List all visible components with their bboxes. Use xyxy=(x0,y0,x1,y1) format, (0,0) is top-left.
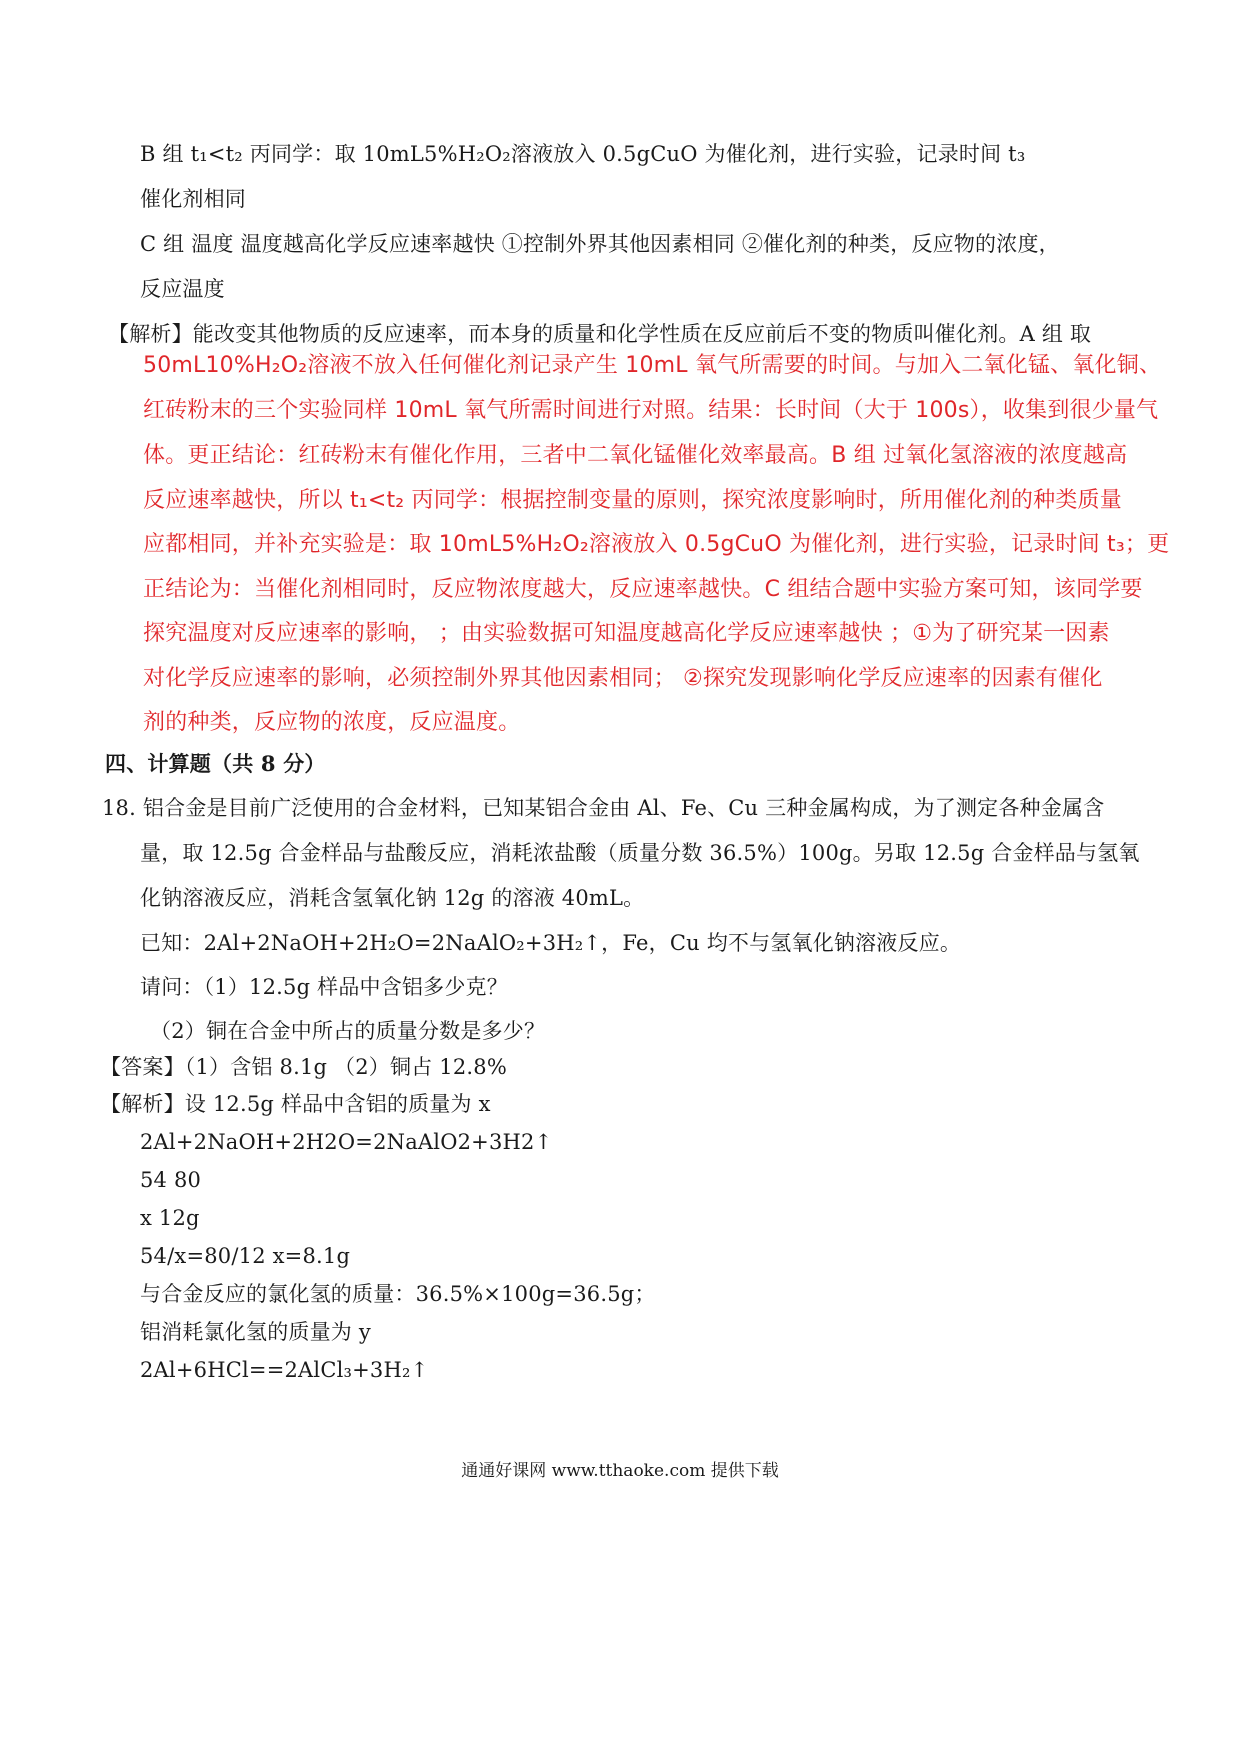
known-equation-line: 已知：2Al+2NaOH+2H₂O=2NaAlO₂+3H₂↑，Fe，Cu 均不与氢氧化钠溶液反应。 xyxy=(140,931,962,955)
equation-line-2: 2Al+6HCl==2AlCl₃+3H₂↑ xyxy=(140,1358,429,1382)
analysis-calc-line: 【解析】设 12.5g 样品中含铝的质量为 x xyxy=(100,1092,491,1116)
analysis-red-line-2: 红砖粉末的三个实验同样 10mL 氧气所需时间进行对照。结果：长时间（大于 100s），收集到很少量气 xyxy=(143,398,1159,423)
al-hcl-line: 铝消耗氯化氢的质量为 y xyxy=(140,1320,371,1344)
b-group-line: B 组 t₁<t₂ 丙同学：取 10mL5%H₂O₂溶液放入 0.5gCuO 为催化剂，进行实验，记录时间 t₃ xyxy=(140,142,1026,166)
ask-line-2: （2）铜在合金中所占的质量分数是多少？ xyxy=(150,1019,546,1043)
catalyst-same-line: 催化剂相同 xyxy=(140,187,246,211)
question-18-line-1: 18. 铝合金是目前广泛使用的合金材料，已知某铝合金由 Al、Fe、Cu 三种金属构成，为了测定各种金属含 xyxy=(102,796,1105,820)
question-18-line-2: 量，取 12.5g 合金样品与盐酸反应，消耗浓盐酸（质量分数 36.5%）100g。另取 12.5g 合金样品与氢氧 xyxy=(140,841,1140,865)
analysis-red-line-8: 对化学反应速率的影响，必须控制外界其他因素相同； ②探究发现影响化学反应速率的因素有催化 xyxy=(143,666,1103,691)
reaction-temp-line: 反应温度 xyxy=(140,277,225,301)
question-18-line-3: 化钠溶液反应，消耗含氢氧化钠 12g 的溶液 40mL。 xyxy=(140,886,645,910)
c-group-line: C 组 温度 温度越高化学反应速率越快 ①控制外界其他因素相同 ②催化剂的种类，反应物的浓度， xyxy=(140,232,1060,256)
page-footer: 通通好课网 www.tthaoke.com 提供下载 xyxy=(461,1461,779,1481)
hcl-mass-line: 与合金反应的氯化氢的质量：36.5%×100g=36.5g； xyxy=(140,1282,656,1306)
analysis-red-line-1: 50mL10%H₂O₂溶液不放入任何催化剂记录产生 10mL 氧气所需要的时间。与加入二氧化锰、氧化铜、 xyxy=(143,353,1162,378)
solve-x-line: 54/x=80/12 x=8.1g xyxy=(140,1244,351,1268)
analysis-red-line-9: 剂的种类，反应物的浓度，反应温度。 xyxy=(143,710,521,735)
analysis-red-line-3: 体。更正结论：红砖粉末有催化作用，三者中二氧化锰催化效率最高。B 组 过氧化氢溶液的浓度越高 xyxy=(143,443,1128,468)
analysis-red-line-6: 正结论为：当催化剂相同时，反应物浓度越大，反应速率越快。C 组结合题中实验方案可知，该同学要 xyxy=(143,577,1143,602)
analysis-red-line-7: 探究温度对反应速率的影响， ；由实验数据可知温度越高化学反应速率越快 ；①为了研究某一因素 xyxy=(143,621,1110,646)
section-heading-calculation: 四、计算题（共 8 分） xyxy=(105,751,326,776)
equation-line-1: 2Al+2NaOH+2H2O=2NaAlO2+3H2↑ xyxy=(140,1130,553,1154)
analysis-intro-line: 【解析】能改变其他物质的反应速率，而本身的质量和化学性质在反应前后不变的物质叫催化剂。A 组 取 xyxy=(108,322,1092,346)
ratio-line-2: x 12g xyxy=(140,1206,200,1230)
analysis-red-line-5: 应都相同，并补充实验是：取 10mL5%H₂O₂溶液放入 0.5gCuO 为催化剂，进行实验，记录时间 t₃；更 xyxy=(143,532,1170,557)
ratio-line-1: 54 80 xyxy=(140,1168,202,1192)
analysis-red-line-4: 反应速率越快，所以 t₁<t₂ 丙同学：根据控制变量的原则，探究浓度影响时，所用催化剂的种类质量 xyxy=(143,488,1122,513)
answer-line: 【答案】（1）含铝 8.1g （2）铜占 12.8% xyxy=(100,1055,507,1079)
ask-line-1: 请问：（1）12.5g 样品中含铝多少克？ xyxy=(140,975,508,999)
